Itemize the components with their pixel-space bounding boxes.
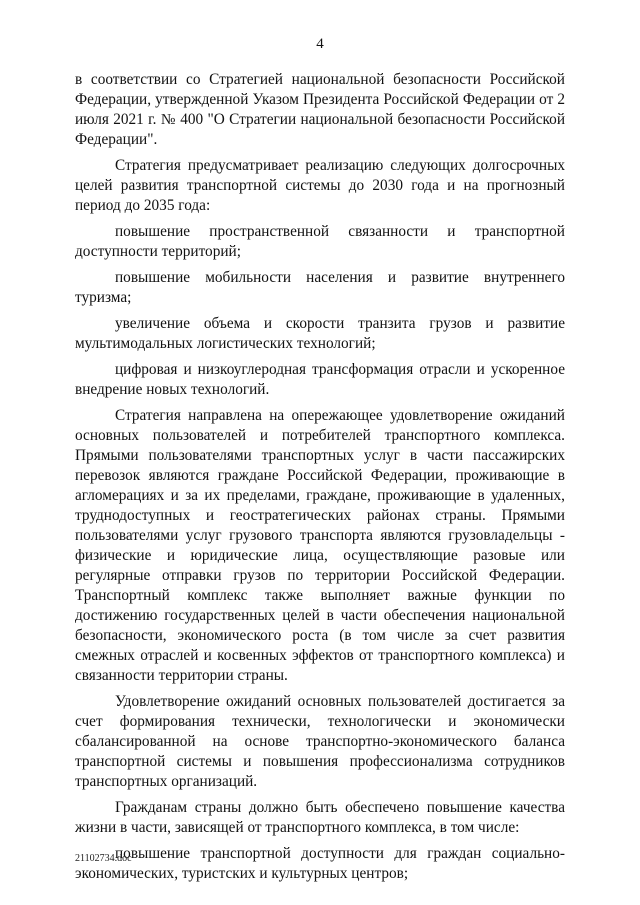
paragraph-citizens-accessibility: повышение транспортной доступности для граждан социально-экономических, туристских и культурных центров; [75, 845, 565, 882]
paragraph-goal-digital: цифровая и низкоуглеродная трансформация отрасли и ускоренное внедрение новых технологий. [75, 361, 565, 398]
paragraph-goal-connectivity: повышение пространственной связанности и транспортной доступности территорий; [75, 223, 565, 260]
document-body [75, 70, 565, 884]
paragraph-satisfaction-balance: Удовлетворение ожиданий основных пользователей достигается за счет формирования технически, технологически и экономически сбалансированной на основе транспортно-экономического баланса транспортной системы и повышения профессионализма сотрудников транспортных организаций. [75, 693, 565, 790]
footer-filename: 21102734.doc [75, 853, 132, 864]
paragraph-intro-continuation: в соответствии со Стратегией национальной безопасности Российской Федерации, утвержденной Указом Президента Российской Федерации от 2 июля 2021 г. № 400 "О Стратегии национальной безопасности Российской Федерации". [75, 71, 565, 148]
paragraph-users-expectations: Стратегия направлена на опережающее удовлетворение ожиданий основных пользователей и потребителей транспортного комплекса. Прямыми пользователями транспортных услуг в части пассажирских перевозок являются граждане Российской Федерации, проживающие в агломерациях и за их пределами, граждане, проживающие в удаленных, труднодоступных и геостратегических районах страны. Прямыми пользователями услуг грузового транспорта являются грузовладельцы - физические и юридические лица, осуществляющие разовые или регулярные отправки грузов по территории Российской Федерации. Транспортный комплекс также выполняет важные функции по достижению государственных целей в части обеспечения национальной безопасности, экономического роста (в том числе за счет развития смежных отраслей и косвенных эффектов от транспортного комплекса) и связанности территории страны. [75, 407, 565, 684]
page-number: 4 [316, 36, 324, 52]
paragraph-strategy-goals-intro: Стратегия предусматривает реализацию следующих долгосрочных целей развития транспортной системы до 2030 года и на прогнозный период до 2035 года: [75, 157, 565, 214]
paragraph-goal-mobility: повышение мобильности населения и развитие внутреннего туризма; [75, 269, 565, 306]
paragraph-citizens-quality: Гражданам страны должно быть обеспечено повышение качества жизни в части, зависящей от транспортного комплекса, в том числе: [75, 799, 565, 836]
paragraph-goal-transit: увеличение объема и скорости транзита грузов и развитие мультимодальных логистических технологий; [75, 315, 565, 352]
